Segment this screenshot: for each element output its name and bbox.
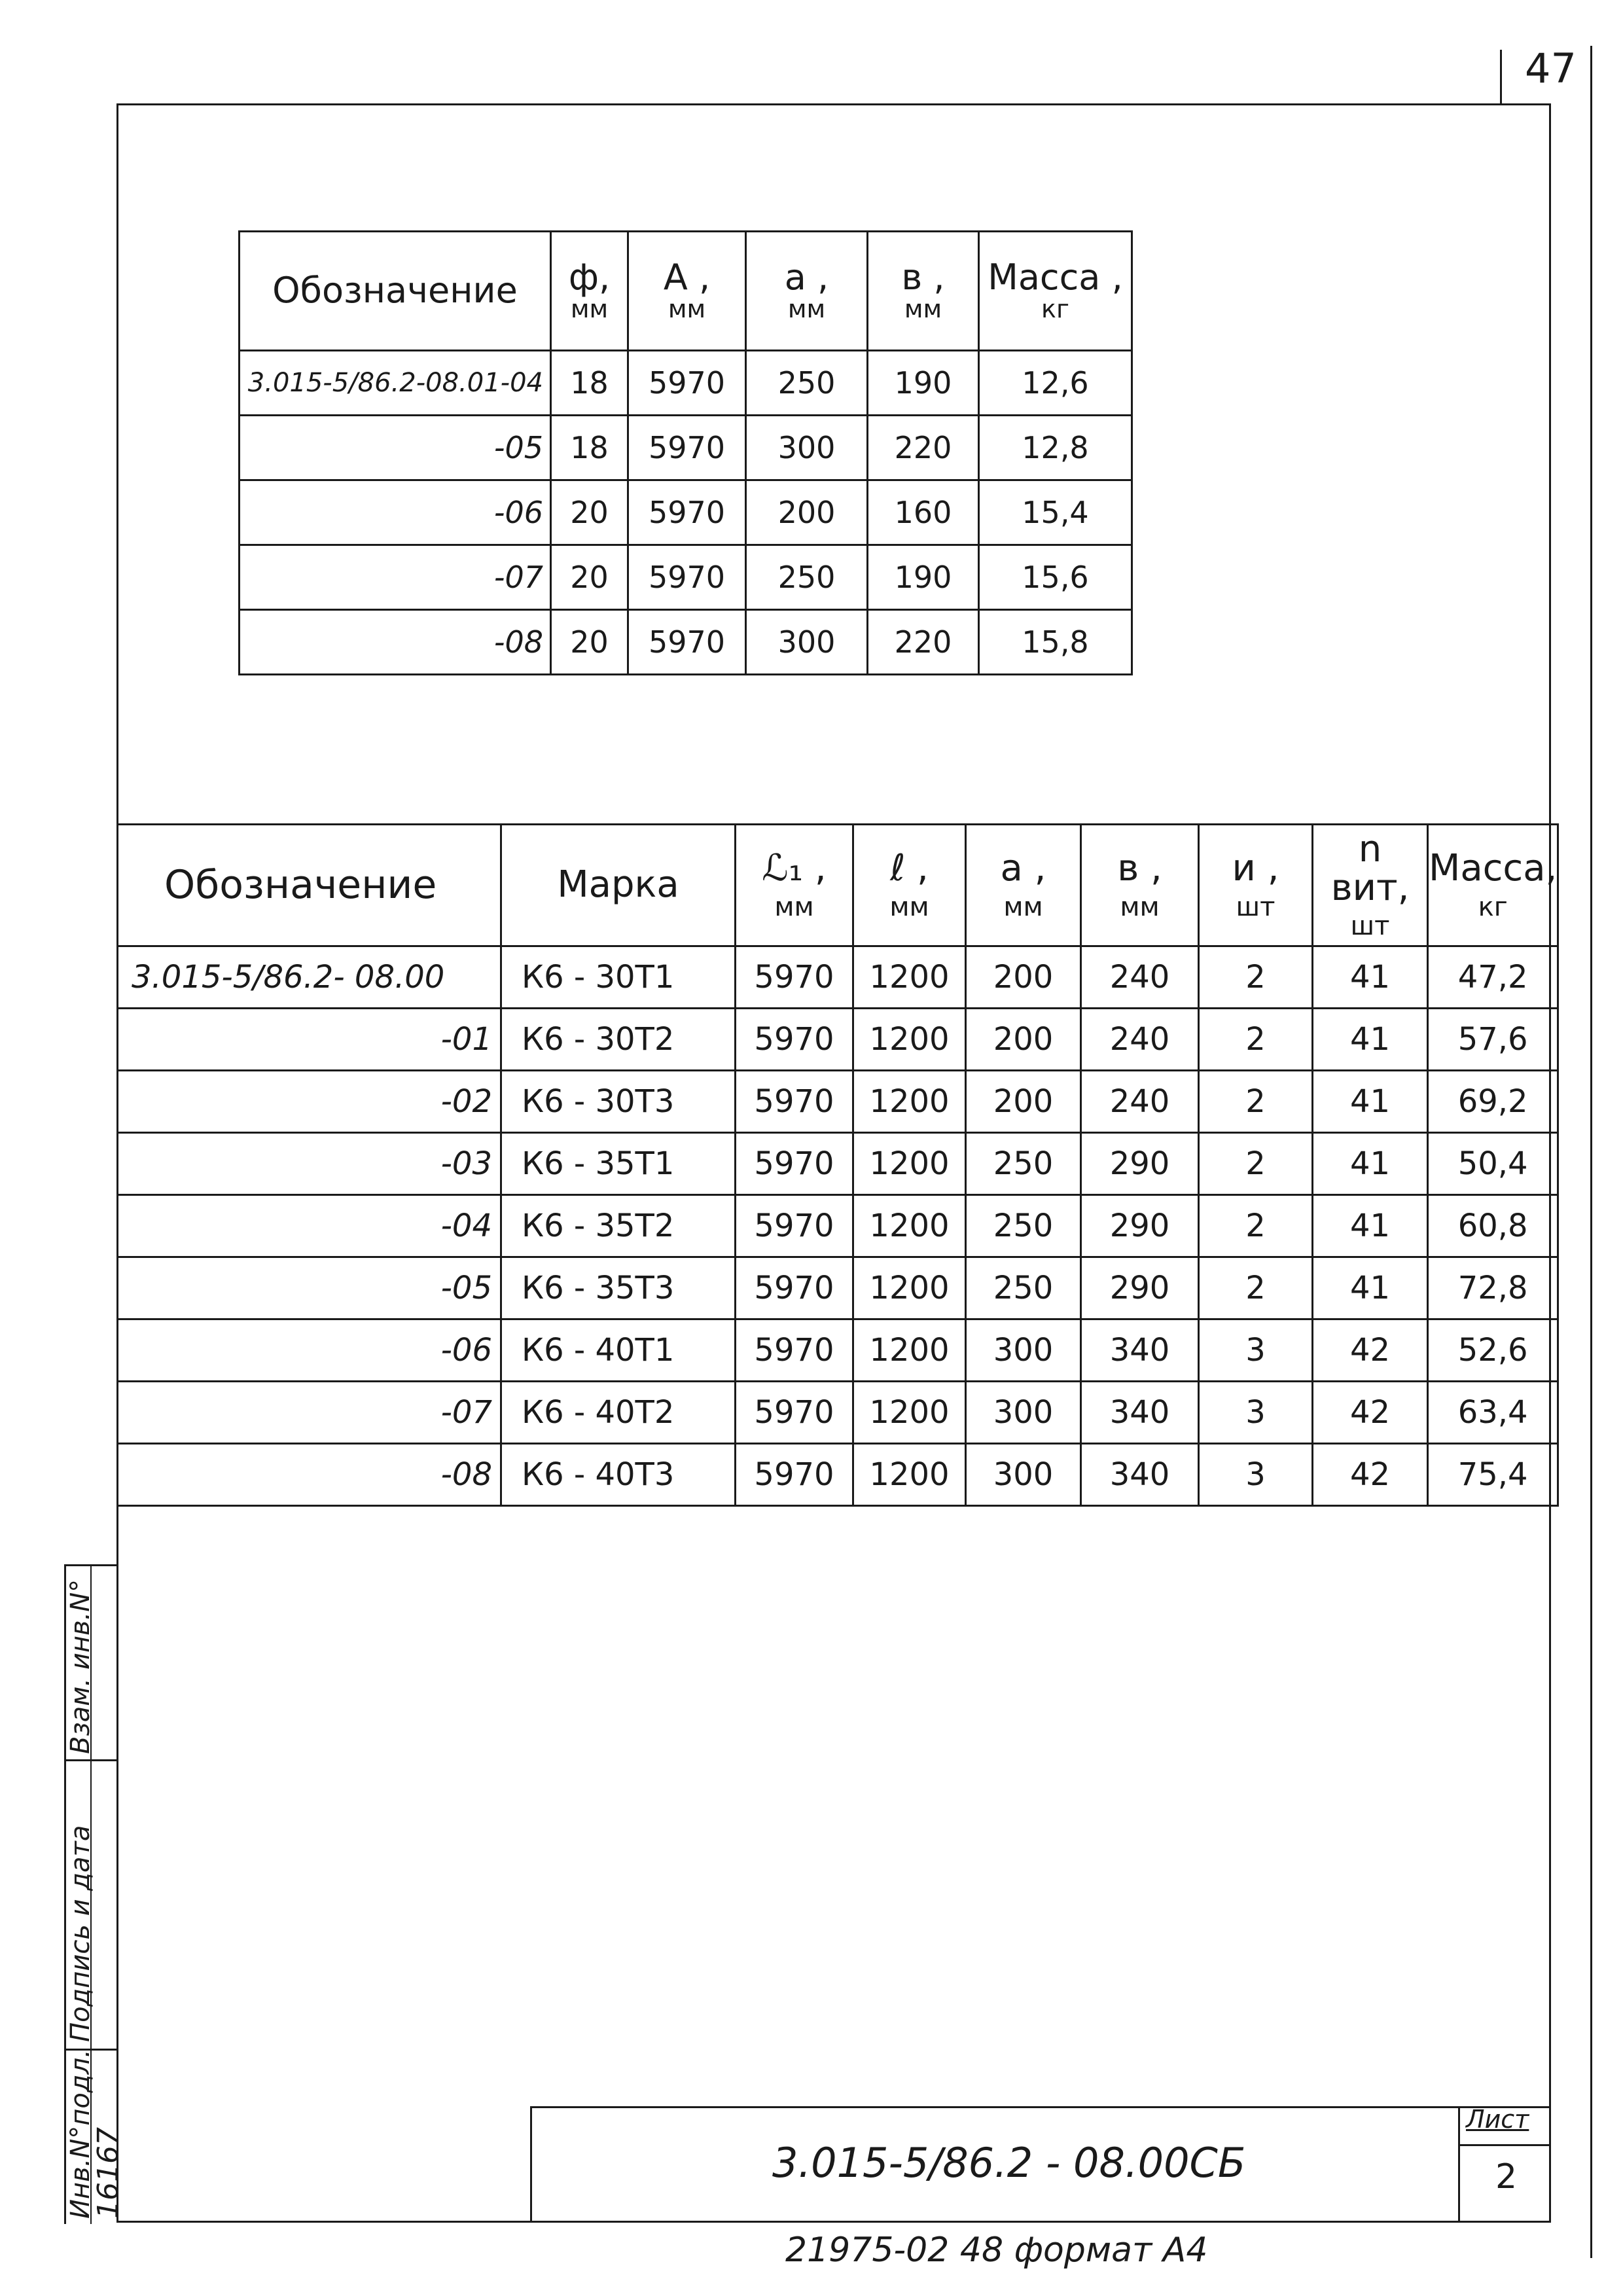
cell: 220 xyxy=(868,610,979,675)
cell: 15,8 xyxy=(979,610,1132,675)
cell: 1200 xyxy=(853,1319,966,1382)
cell: 75,4 xyxy=(1428,1444,1558,1506)
cell: 1200 xyxy=(853,1444,966,1506)
sheet-number: 2 xyxy=(1495,2157,1518,2197)
cell: 5970 xyxy=(736,946,853,1009)
stamp-border-top xyxy=(64,1564,116,1566)
cell-designation: -04 xyxy=(118,1195,501,1257)
cell: 2 xyxy=(1199,1071,1313,1133)
lower-header-quantity: и , шт xyxy=(1199,825,1313,946)
lower-table-header xyxy=(118,825,1558,946)
cell-designation: -06 xyxy=(118,1319,501,1382)
upper-header-a-length: А , мм xyxy=(628,232,746,351)
cell: 300 xyxy=(966,1382,1081,1444)
cell: 190 xyxy=(868,545,979,610)
cell: 200 xyxy=(966,946,1081,1009)
cell-mark: К6 - 40Т2 xyxy=(501,1382,736,1444)
cell: 250 xyxy=(966,1195,1081,1257)
cell: 200 xyxy=(966,1009,1081,1071)
cell: 5970 xyxy=(736,1382,853,1444)
cell: 340 xyxy=(1081,1319,1199,1382)
cell: 20 xyxy=(551,545,628,610)
cell: 240 xyxy=(1081,1009,1199,1071)
upper-header-diameter: ф, мм xyxy=(551,232,628,351)
page-number: 47 xyxy=(1525,45,1577,92)
cell: 220 xyxy=(868,416,979,480)
cell-designation: -07 xyxy=(240,545,551,610)
footer-format: 21975-02 48 формат А4 xyxy=(785,2231,1208,2270)
cell-designation: -08 xyxy=(240,610,551,675)
cell: 2 xyxy=(1199,1133,1313,1195)
cell: 41 xyxy=(1313,1257,1428,1319)
table-row xyxy=(118,1319,1558,1382)
inv-podl-label: Инв.N°подл. xyxy=(65,2049,96,2219)
cell: 41 xyxy=(1313,1133,1428,1195)
lower-header-turns: n вит, шт xyxy=(1313,825,1428,946)
cell: 5970 xyxy=(628,610,746,675)
cell: 1200 xyxy=(853,1195,966,1257)
document-code: 3.015-5/86.2 - 08.00СБ xyxy=(772,2139,1246,2187)
cell: 3 xyxy=(1199,1382,1313,1444)
table-row xyxy=(118,1195,1558,1257)
cell-designation: -05 xyxy=(118,1257,501,1319)
cell-mark: К6 - 30Т1 xyxy=(501,946,736,1009)
cell: 63,4 xyxy=(1428,1382,1558,1444)
stamp-divider-1 xyxy=(64,1759,116,1761)
cell: 1200 xyxy=(853,1257,966,1319)
cell: 300 xyxy=(746,416,868,480)
cell-designation: -01 xyxy=(118,1009,501,1071)
cell: 52,6 xyxy=(1428,1319,1558,1382)
page-number-bracket xyxy=(1500,50,1502,103)
cell-designation: -02 xyxy=(118,1071,501,1133)
lower-header-mass: Масса, кг xyxy=(1428,825,1558,946)
cell: 69,2 xyxy=(1428,1071,1558,1133)
cell: 5970 xyxy=(736,1009,853,1071)
upper-header-b: в , мм xyxy=(868,232,979,351)
cell: 5970 xyxy=(736,1195,853,1257)
upper-spec-table xyxy=(238,230,1133,675)
upper-table-header xyxy=(240,232,1132,351)
cell: 42 xyxy=(1313,1319,1428,1382)
cell: 2 xyxy=(1199,1195,1313,1257)
cell: 12,6 xyxy=(979,351,1132,416)
cell: 20 xyxy=(551,610,628,675)
cell: 20 xyxy=(551,480,628,545)
table-row xyxy=(240,610,1132,675)
cell: 190 xyxy=(868,351,979,416)
cell: 15,6 xyxy=(979,545,1132,610)
cell: 5970 xyxy=(628,416,746,480)
cell-designation: -07 xyxy=(118,1382,501,1444)
vzam-inv-label: Взам. инв.N° xyxy=(65,1579,96,1754)
lower-header-b: в , мм xyxy=(1081,825,1199,946)
cell: 47,2 xyxy=(1428,946,1558,1009)
table-row xyxy=(118,1444,1558,1506)
cell-mark: К6 - 35Т1 xyxy=(501,1133,736,1195)
upper-header-a: а , мм xyxy=(746,232,868,351)
cell: 1200 xyxy=(853,1071,966,1133)
cell-mark: К6 - 35Т3 xyxy=(501,1257,736,1319)
lower-header-a: а , мм xyxy=(966,825,1081,946)
cell-mark: К6 - 40Т3 xyxy=(501,1444,736,1506)
cell-designation: -05 xyxy=(240,416,551,480)
cell: 1200 xyxy=(853,946,966,1009)
cell: 72,8 xyxy=(1428,1257,1558,1319)
cell: 5970 xyxy=(736,1133,853,1195)
table-row xyxy=(118,1071,1558,1133)
cell: 5970 xyxy=(628,351,746,416)
cell: 240 xyxy=(1081,946,1199,1009)
cell-mark: К6 - 35Т2 xyxy=(501,1195,736,1257)
cell: 5970 xyxy=(736,1257,853,1319)
cell: 50,4 xyxy=(1428,1133,1558,1195)
cell: 240 xyxy=(1081,1071,1199,1133)
cell-designation: 3.015-5/86.2- 08.00 xyxy=(118,946,501,1009)
upper-header-mass: Масса , кг xyxy=(979,232,1132,351)
cell: 5970 xyxy=(736,1071,853,1133)
sheet-label: Лист xyxy=(1466,2105,1529,2134)
cell: 290 xyxy=(1081,1133,1199,1195)
cell-mark: К6 - 40Т1 xyxy=(501,1319,736,1382)
table-row xyxy=(118,1133,1558,1195)
podpis-data-label: Подпись и дата xyxy=(65,1825,96,2042)
table-row xyxy=(118,1009,1558,1071)
cell: 250 xyxy=(966,1257,1081,1319)
cell: 2 xyxy=(1199,1257,1313,1319)
lower-header-l: ℓ , мм xyxy=(853,825,966,946)
upper-header-designation: Обозначение xyxy=(240,232,551,351)
cell: 340 xyxy=(1081,1444,1199,1506)
cell: 42 xyxy=(1313,1382,1428,1444)
table-row xyxy=(118,1257,1558,1319)
cell: 41 xyxy=(1313,1009,1428,1071)
cell: 1200 xyxy=(853,1382,966,1444)
cell: 41 xyxy=(1313,946,1428,1009)
table-row xyxy=(118,946,1558,1009)
cell: 18 xyxy=(551,416,628,480)
cell: 41 xyxy=(1313,1195,1428,1257)
table-row xyxy=(118,1382,1558,1444)
table-row xyxy=(240,545,1132,610)
cell: 300 xyxy=(746,610,868,675)
cell: 1200 xyxy=(853,1133,966,1195)
table-row xyxy=(240,351,1132,416)
cell: 5970 xyxy=(628,545,746,610)
table-row xyxy=(240,480,1132,545)
sheet-box-divider xyxy=(1458,2144,1551,2146)
lower-header-designation: Обозначение xyxy=(118,825,501,946)
cell: 1200 xyxy=(853,1009,966,1071)
cell: 200 xyxy=(746,480,868,545)
cell: 200 xyxy=(966,1071,1081,1133)
cell: 41 xyxy=(1313,1071,1428,1133)
cell: 250 xyxy=(746,545,868,610)
cell: 2 xyxy=(1199,946,1313,1009)
cell-designation: -03 xyxy=(118,1133,501,1195)
cell: 250 xyxy=(966,1133,1081,1195)
cell: 2 xyxy=(1199,1009,1313,1071)
cell: 290 xyxy=(1081,1257,1199,1319)
cell-designation: -06 xyxy=(240,480,551,545)
cell: 18 xyxy=(551,351,628,416)
cell: 290 xyxy=(1081,1195,1199,1257)
cell: 5970 xyxy=(628,480,746,545)
cell-designation: -08 xyxy=(118,1444,501,1506)
cell: 5970 xyxy=(736,1319,853,1382)
cell: 57,6 xyxy=(1428,1009,1558,1071)
cell: 3 xyxy=(1199,1444,1313,1506)
cell: 300 xyxy=(966,1319,1081,1382)
cell-designation: 3.015-5/86.2-08.01-04 xyxy=(240,351,551,416)
cell: 42 xyxy=(1313,1444,1428,1506)
right-margin-line xyxy=(1590,46,1592,2258)
table-row xyxy=(240,416,1132,480)
cell-mark: К6 - 30Т2 xyxy=(501,1009,736,1071)
cell: 5970 xyxy=(736,1444,853,1506)
cell-mark: К6 - 30Т3 xyxy=(501,1071,736,1133)
cell: 15,4 xyxy=(979,480,1132,545)
lower-header-mark: Марка xyxy=(501,825,736,946)
lower-header-l1: ℒ₁ , мм xyxy=(736,825,853,946)
cell: 160 xyxy=(868,480,979,545)
cell: 12,8 xyxy=(979,416,1132,480)
cell: 60,8 xyxy=(1428,1195,1558,1257)
cell: 250 xyxy=(746,351,868,416)
cell: 3 xyxy=(1199,1319,1313,1382)
inv-podl-value: 16167 xyxy=(92,2127,125,2219)
cell: 300 xyxy=(966,1444,1081,1506)
lower-spec-table xyxy=(116,823,1559,1507)
cell: 340 xyxy=(1081,1382,1199,1444)
side-stamp xyxy=(64,1564,125,2224)
